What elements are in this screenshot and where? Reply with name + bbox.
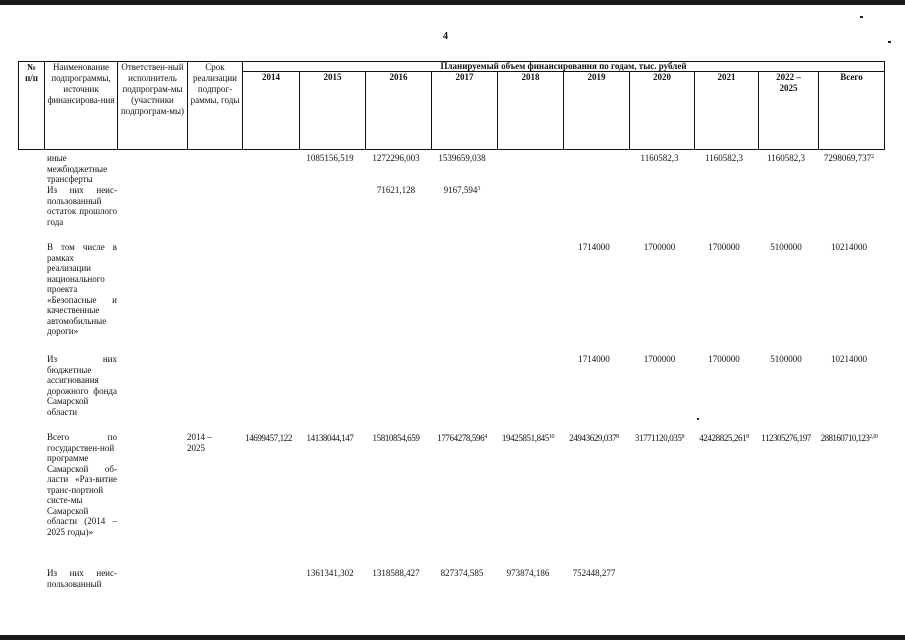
cell-program-total-term: 2014 – 2025 xyxy=(187,432,212,453)
cell-unused-bottom-2018: 973874,186 xyxy=(506,568,550,578)
cell-interbudget-2020: 1160582,3 xyxy=(640,153,679,163)
header-year-2018: 2018 xyxy=(498,72,564,150)
cell-unused-bottom-2015: 1361341,302 xyxy=(306,568,354,578)
header-year-2015: 2015 xyxy=(300,72,366,150)
cell-unused-prev-2017: 9167,594$^3$ xyxy=(443,185,481,195)
footnote-mark: 2 xyxy=(871,154,875,160)
scan-speck xyxy=(888,41,891,43)
header-year-2021: 2021 xyxy=(695,72,759,150)
row-label-road-fund: Из них бюджетные ассигнования дорожного фонда Самарской области xyxy=(47,354,117,417)
header-year-2022-2025: 2022 – 2025 xyxy=(759,72,819,150)
cell-interbudget-total: 7298069,737$^2$ xyxy=(823,153,875,163)
cell-national-project-2019: 1714000 xyxy=(578,242,610,252)
scan-edge-top xyxy=(0,0,905,5)
cell-unused-bottom-2016: 1318588,427 xyxy=(372,568,420,578)
header-year-2016: 2016 xyxy=(366,72,432,150)
cell-unused-bottom-2019: 752448,277 xyxy=(572,568,616,578)
footnote-mark: 8 xyxy=(681,434,685,440)
footnote-mark: 3 xyxy=(477,186,481,192)
header-year-2017: 2017 xyxy=(432,72,498,150)
header-total: Всего xyxy=(819,72,885,150)
cell-road-fund-2020: 1700000 xyxy=(643,354,676,364)
header-year-2019: 2019 xyxy=(564,72,630,150)
cell-interbudget-2017: 1539659,038 xyxy=(438,153,486,163)
cell-program-total-2022-2025: 112305276,197 xyxy=(761,433,811,443)
scan-speck xyxy=(697,418,699,420)
cell-road-fund-2019: 1714000 xyxy=(578,354,610,364)
footnote-mark: 10 xyxy=(548,434,555,440)
scan-edge-bottom xyxy=(0,635,905,640)
cell-road-fund-total: 10214000 xyxy=(831,354,867,364)
cell-program-total-2019: 24943629,037$^8$ xyxy=(569,433,619,443)
header-col-term: Срок реализации подпрог-раммы, годы xyxy=(188,62,243,150)
cell-interbudget-2016: 1272296,003 xyxy=(372,153,420,163)
cell-program-total-total: 288160710,123$^{2,10}$ xyxy=(820,433,878,443)
row-label-unused-prev: Из них неис-пользованный остаток прошлого года xyxy=(47,185,117,227)
row-label-unused-bottom: Из них неис-пользованный xyxy=(47,568,117,589)
header-col-name: Наименование подпрограммы, источник финансирова-ния xyxy=(45,62,118,150)
footnote-mark: 8 xyxy=(616,434,619,440)
cell-national-project-2021: 1700000 xyxy=(708,242,740,252)
row-label-program-total: Всего по государствен-ной программе Самарской об-ласти «Раз-витие транс-портной систе-мы Самарской области (2014 – 2025 годы)» xyxy=(47,432,117,537)
page-number: 4 xyxy=(443,31,448,42)
cell-interbudget-2015: 1085156,519 xyxy=(306,153,354,163)
header-year-2014: 2014 xyxy=(243,72,300,150)
cell-unused-bottom-2017: 827374,585 xyxy=(440,568,484,578)
cell-program-total-2021: 42428825,261$^8$ xyxy=(699,433,749,443)
cell-program-total-2018: 19425851,845$^{10}$ xyxy=(501,433,555,443)
cell-national-project-2020: 1700000 xyxy=(643,242,676,252)
cell-program-total-2015: 14138044,147 xyxy=(306,433,354,443)
cell-program-total-2014: 14699457,122 xyxy=(245,433,292,443)
cell-program-total-2016: 15810854,659 xyxy=(372,433,420,443)
cell-unused-prev-2016: 71621,128 xyxy=(376,185,416,195)
header-year-2020: 2020 xyxy=(630,72,695,150)
cell-interbudget-2022-2025: 1160582,3 xyxy=(767,153,805,163)
table-header xyxy=(18,61,885,150)
scan-speck xyxy=(860,16,863,18)
header-col-plan: Планируемый объем финансирования по годам, тыс. рублей xyxy=(243,62,885,72)
cell-road-fund-2021: 1700000 xyxy=(708,354,740,364)
cell-national-project-total: 10214000 xyxy=(831,242,867,252)
footnote-mark: 4 xyxy=(484,434,487,440)
footnote-mark: 2,10 xyxy=(869,434,878,440)
cell-national-project-2022-2025: 5100000 xyxy=(770,242,802,252)
footnote-mark: 8 xyxy=(746,434,749,440)
header-col-responsible: Ответствен-ный исполнитель подпрограм-мы (участники подпрограм-мы) xyxy=(118,62,188,150)
row-label-interbudget: иные межбюджетные трансферты xyxy=(47,153,108,184)
row-label-national-project: В том числе в рамках реализации национального проекта «Безопасные и качественные автомобильные дороги» xyxy=(47,242,117,336)
cell-road-fund-2022-2025: 5100000 xyxy=(770,354,802,364)
header-col-number: № п/п xyxy=(19,62,45,150)
cell-program-total-2020: 31771120,035$^8$ xyxy=(634,433,685,443)
cell-interbudget-2021: 1160582,3 xyxy=(705,153,743,163)
cell-program-total-2017: 17764278,596$^4$ xyxy=(437,433,487,443)
